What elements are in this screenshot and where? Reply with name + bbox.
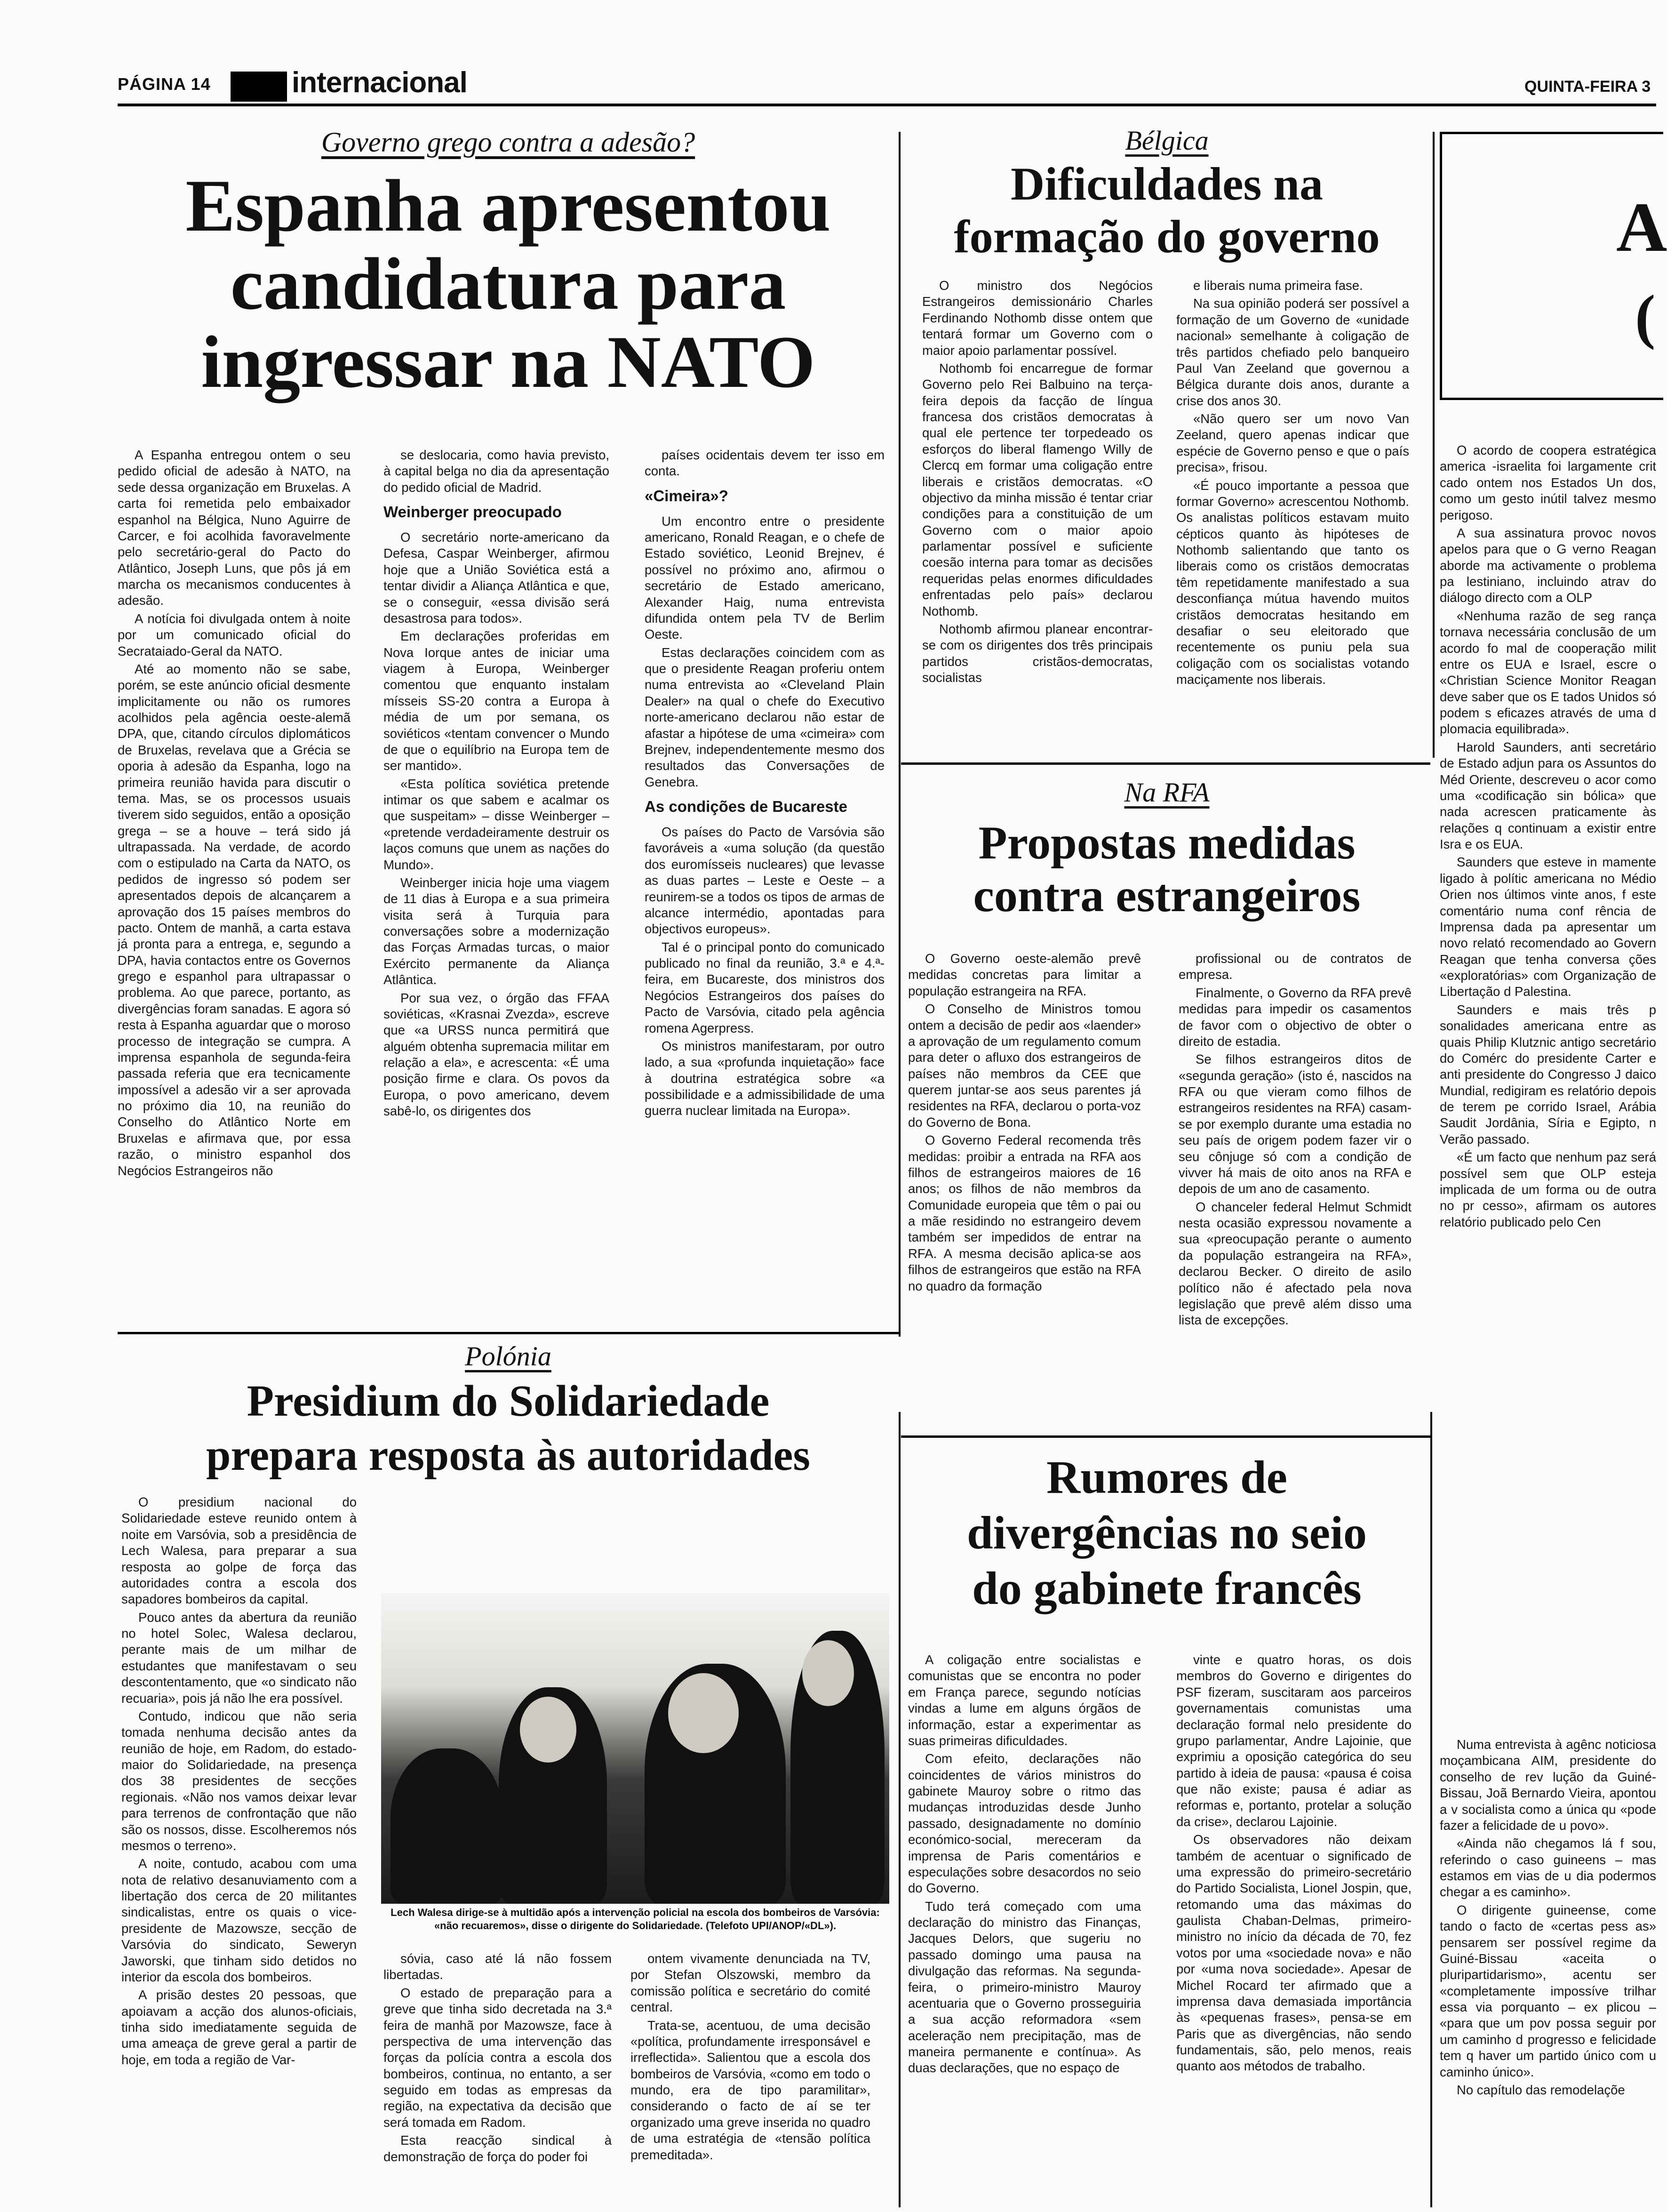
- france-column-1: [908, 1652, 1141, 2078]
- sidebar-heading-glyph: A: [1616, 188, 1667, 266]
- paragraph: profissional ou de contratos de empresa.: [1179, 951, 1412, 982]
- subheading: «Cimeira»?: [645, 487, 728, 505]
- belgium-headline-line: Dificuldades na: [1010, 158, 1323, 210]
- poland-column-2: [383, 1951, 612, 2167]
- paragraph: Os observadores não deixam também de acentuar o significado de uma expressão do primeiro-secretário do Partido Socialista, Lionel Jospin, que, retomando uma das máximas do gaulista Chaban-Delmas, primeiro-ministro no início da década de 70, fez votos por uma «sociedade nova» e não por «uma nova sociedade». Apesar de Michel Rocard ter afirmado que a imprensa dava demasiada importância às «pequenas frases», pensa-se em Paris que as divergências, não sendo fundamentais, são, pelo menos, reais quanto aos métodos de trabalho.: [1176, 1832, 1412, 2074]
- paragraph: Na sua opinião poderá ser possível a formação de um Governo de «unidade nacional» semelhante à coligação de três partidos chefiado pelo banqueiro Paul Van Zeeland que governou a Bélgica durante dois anos, durante a crise dos anos 30.: [1176, 296, 1409, 408]
- france-headline-line: divergências no seio: [967, 1507, 1367, 1559]
- paragraph: Tudo terá começado com uma declaração do ministro das Finanças, Jacques Delors, que sugeriu no passado domingo uma pausa na divulgação das reformas. Na segunda-feira, o primeiro-ministro Mauroy acentuaria que o Governo prosseguiria a sua acção reformadora «sem aceleração nem precipitação, mas de maneira permanente e contínua». As duas declarações, que no espaço de: [908, 1899, 1141, 2076]
- paragraph: A notícia foi divulgada ontem à noite por um comunicado oficial do Secrataiado-Geral da NATO.: [118, 611, 351, 658]
- column-divider: [899, 1412, 901, 2207]
- paragraph: Pouco antes da abertura da reunião no hotel Solec, Walesa declarou, perante mais de um milhar de estudantes que manifestavam o seu descontentamento, que «o sindicato não recuaria», pois já não lhe era possível.: [121, 1610, 357, 1706]
- sidebar-column-2: [1440, 1737, 1656, 2100]
- belgium-kicker: Bélgica: [1125, 125, 1209, 156]
- rfa-kicker: Na RFA: [1124, 777, 1210, 808]
- page-number: PÁGINA 14: [118, 74, 211, 94]
- belgium-headline: [908, 158, 1426, 263]
- paragraph: Até ao momento não se sabe, porém, se este anúncio oficial desmente implicitamente ou não os rumores acolhidos pela agência oeste-alemã DPA, que, citando círculos diplomáticos de Bruxelas, revelava que a Grécia se oporia à adesão da Espanha, logo na primeira reunião havida para discutir o tema. Mas, se os processos usuais tiverem sido seguidos, então a oposição grega – se a houve – terá sido já ultrapassada. Na verdade, de acordo com o estipulado na Carta da NATO, os pedidos de ingresso só podem ser apresentados depois de alcançarem a aprovação dos 15 países membros do pacto. Ontem de manhã, a carta estava já pronta para a entrega, e, segundo a DPA, havia contactos entre os Governos grego e espanhol para ultrapassar o problema. Ao que parece, portanto, as divergências foram sanadas. E agora só resta à Espanha aguardar que o moroso processo de integração se cumpra. A imprensa espanhola de segunda-feira passada referia que era tecnicamente impossível a adesão vir a ser aprovada no próximo dia 10, na reunião do Conselho do Atlântico Norte em Bruxelas e afirmava que, por essa razão, o ministro espanhol dos Negócios Estrangeiros não: [118, 661, 351, 1178]
- paragraph: A coligação entre socialistas e comunistas que se encontra no poder em França parece, segundo notícias vindas a lume em alguns órgãos de informação, estar a experimentar as suas primeiras dificuldades.: [908, 1652, 1141, 1748]
- rfa-headline-line: contra estrangeiros: [973, 869, 1361, 922]
- paragraph: O Governo oeste-alemão prevê medidas concretas para limitar a população estrangeira na RFA.: [908, 951, 1141, 998]
- paragraph: Por sua vez, o órgão das FFAA soviéticas, «Krasnai Zvezda», escreve que «a URSS nunca permitirá que alguém obtenha supremacia militar em relação a ela», e acrescenta: «É uma posição firme e clara. Os povos da Europa, o povo americano, devem sabê-lo, os dirigentes dos: [383, 990, 609, 1119]
- paragraph: vinte e quatro horas, os dois membros do Governo e dirigentes do PSF fizeram, suscitaram aos parceiros governamentais comunistas uma declaração formal nelo presidente do grupo parlamentar, Andre Lajoinie, que exprimiu a oposição categórica do seu partido à ideia de pausa: «pausa é coisa que não existe; pausa é adiar as reformas e, portanto, protelar a solução da crise», declarou Lajoinie.: [1176, 1652, 1412, 1829]
- sidebar-heading-glyph: (: [1635, 283, 1656, 351]
- section-marker: [231, 72, 287, 102]
- section-rule: [901, 1435, 1430, 1438]
- paragraph: Tal é o principal ponto do comunicado publicado no final da reunião, 3.ª e 4.ª-feira, em Bucareste, dos ministros dos Negócios Estrangeiros dos países do Pacto de Varsóvia, citado pela agência romena Agerpress.: [645, 939, 885, 1035]
- sidebar-column: [1440, 442, 1656, 1232]
- paragraph: se deslocaria, como havia previsto, à capital belga no dia da apresentação do pedido oficial de Madrid.: [383, 448, 609, 495]
- paragraph: «Nenhuma razão de seg rança tornava necessária conclusão de um acordo fo mal de cooperação milit entre os EUA e Israel, escre o «Christian Science Monitor Reagan deve saber que os E tados Unidos só podem s eficazes através de uma d plomacia equilibrada».: [1440, 608, 1656, 737]
- paragraph: O acordo de coopera estratégica america -israelita foi largamente crit cado ontem nos Estados Un dos, como um gesto inútil talvez mesmo perigoso.: [1440, 443, 1656, 522]
- paragraph: A sua assinatura provoc novos apelos para que o G verno Reagan aborde ma activamente o problema pa lestiniano, incluindo atrav do diálogo directo com a OLP: [1440, 525, 1656, 605]
- section-rule: [901, 762, 1430, 765]
- spain-headline-line: candidatura para: [230, 242, 786, 325]
- belgium-column-2: [1176, 278, 1409, 689]
- paragraph: O secretário norte-americano da Defesa, Caspar Weinberger, afirmou hoje que a União Soviética está a tentar dividir a Aliança Atlântica e que, se o conseguir, «essa divisão será desastrosa para todos».: [383, 530, 609, 625]
- paragraph: «Ainda não chegamos lá f sou, referindo o caso guineens – mas estamos em vias de u dia podermos chegar a es caminho».: [1440, 1836, 1656, 1899]
- spain-headline-line: Espanha apresentou: [185, 165, 831, 247]
- paragraph: «É pouco importante a pessoa que formar Governo» acrescentou Nothomb. Os analistas políticos estavam muito cépticos quanto às hipóteses de Nothomb salientando que tanto os liberais como os cristãos democratas têm repetidamente manifestado a sua desconfiança mútua havendo muitos cristãos democratas hesitando em desafiar o seu eleitorado que recentemente os puniu pela sua coligação com os socialistas votando maciçamente nos liberais.: [1176, 478, 1409, 687]
- paragraph: O Conselho de Ministros tomou ontem a decisão de pedir aos «laender» a aprovação de um regulamento comum para deter o afluxo dos estrangeiros de países não membros da CEE que querem juntar-se aos seus parentes já residentes na RFA, declarou o porta-voz do Governo de Bona.: [908, 1002, 1141, 1130]
- paragraph: Esta reacção sindical à demonstração de força do poder foi: [383, 2133, 612, 2164]
- poland-column-1: [121, 1494, 357, 2070]
- poland-headline-line: prepara resposta às autoridades: [206, 1430, 810, 1480]
- paragraph: Weinberger inicia hoje uma viagem de 11 dias à Europa e a sua primeira visita será à Turquia para conversações sobre a modernização das Forças Armadas turcas, o maior Exército permanente da Aliança Atlântica.: [383, 875, 609, 987]
- paragraph: «Não quero ser um novo Van Zeeland, quero apenas indicar que espécie de Governo penso e que o país precisa», frisou.: [1176, 411, 1409, 475]
- column-divider: [899, 132, 901, 1337]
- paragraph: Harold Saunders, anti secretário de Estado adjun para os Assuntos do Méd Oriente, descreveu o acor como uma «codificação sin bólica» que nada acrescen praticamente às relações q continuam a existir entre Isra e os EUA.: [1440, 739, 1656, 851]
- paragraph: Saunders e mais três p sonalidades americana entre as quais Philip Klutznic antigo secretário do Comérc do presidente Carter e anti presidente do Congresso J daico Mundial, redigiram es relatório depois de terem pe corrido Israel, Arábia Saudit Jordânia, Síria e Egipto, n Verão passado.: [1440, 1002, 1656, 1146]
- paragraph: Com efeito, declarações não coincidentes de vários ministros do gabinete Mauroy sobre o ritmo das mudanças introduzidas desde Junho passado, designadamente no domínio económico-social, mereceram da imprensa de Paris comentários e especulações sobre desacordos no seio do Governo.: [908, 1751, 1141, 1896]
- day-label: QUINTA-FEIRA 3: [1524, 78, 1651, 96]
- sidebar-title-box: [1440, 132, 1667, 400]
- section-title: internacional: [292, 66, 467, 99]
- paragraph: Os países do Pacto de Varsóvia são favoráveis a «uma solução (da questão dos euromísseis nucleares) que levasse as duas partes – Leste e Oeste – a reunirem-se a todos os tipos de armas de alcance intermédio, apontadas para objectivos europeus».: [645, 825, 885, 937]
- paragraph: O estado de preparação para a greve que tinha sido decretada na 3.ª feira de manhã por Mazowsze, face à perspectiva de uma intervenção das forças da polícia contra a escola dos bombeiros, continua, no entanto, a ser seguido em todas as empresas da região, na expectativa da decisão que será tomada em Radom.: [383, 1985, 612, 2130]
- poland-headline: [118, 1374, 899, 1482]
- paragraph: O dirigente guineense, come tando o facto de «certas pess as» pensarem ser possível regime da Guiné-Bissau «aceita o pluripartidarismo», acentu ser «completamente impossíve trilhar essa via porquanto – ex plicou – «para que um pov possa seguir por um caminho d progresso e felicidade tem q haver um partido único com u caminho único».: [1440, 1902, 1656, 2079]
- paragraph: sóvia, caso até lá não fossem libertadas.: [383, 1951, 612, 1982]
- rfa-column-1: [908, 951, 1141, 1296]
- paragraph: Saunders que esteve in mamente ligado à polític americana no Médio Orien nos últimos vinte anos, f este comentário numa conf rência de Imprensa dada pa apresentar um novo relató recomendado ao Govern Reagan que tenha conversa ções «exploratórias» com Organização de Libertação d Palestina.: [1440, 855, 1656, 999]
- paragraph: O ministro dos Negócios Estrangeiros demissionário Charles Ferdinando Nothomb disse ontem que tentará formar um Governo com o maior apoio parlamentar possível.: [922, 278, 1153, 358]
- paragraph: Numa entrevista à agênc noticiosa moçambicana AIM, presidente do conselho de rev lução da Guiné-Bissau, Joã Bernardo Vieira, apontou a v socialista como a única qu «pode fazer a felicidade de u povo».: [1440, 1737, 1656, 1833]
- belgium-headline-line: formação do governo: [954, 210, 1380, 263]
- spain-column-3: [645, 447, 885, 1121]
- paragraph: Em declarações proferidas em Nova Iorque antes de iniciar uma viagem à Europa, Weinberger comentou que enquanto instalam mísseis SS-20 contra a Europa à média de um por semana, os soviéticos «tentam convencer o Mundo de que o equilíbrio na Europa tem de ser mantido».: [383, 629, 609, 773]
- spain-headline: [118, 167, 899, 401]
- spain-kicker: Governo grego contra a adesão?: [321, 127, 695, 158]
- paragraph: «É um facto que nenhum paz será possível sem que OLP esteja implicada de um forma ou de outra no pr cesso», afirmam os autores relatório publicado pelo Cen: [1440, 1150, 1656, 1229]
- paragraph: Estas declarações coincidem com as que o presidente Reagan proferiu ontem numa entrevista ao «Cleveland Plain Dealer» na qual o chefe do Executivo norte-americano declarou não estar de afastar a hipótese de uma «cimeira» com Brejnev, independentemente mesmo dos resultados das Conversações de Genebra.: [645, 645, 885, 789]
- belgium-column-1: [922, 278, 1153, 688]
- paragraph: Contudo, indicou que não seria tomada nenhuma decisão antes da reunião de hoje, em Radom, do estado-maior do Solidariedade, na presença dos 38 presidentes de secções regionais. «Não nos vamos deixar levar para terrenos de confrontação que não são os nossos, disse. Escolheremos nós mesmos o terreno».: [121, 1708, 357, 1853]
- paragraph: A Espanha entregou ontem o seu pedido oficial de adesão à NATO, na sede dessa organização em Bruxelas. A carta foi remetida pelo embaixador espanhol na Bélgica, Nuno Aguirre de Carcer, e foi acolhida favoravelmente pelo secretário-geral do Pacto do Atlântico, Joseph Luns, que pôs já em marcha os mecanismos conducentes à adesão.: [118, 448, 351, 608]
- walesa-photo: [381, 1593, 889, 1904]
- paragraph: «Esta política soviética pretende intimar os que sabem e acalmar os que suspeitam» – disse Weinberger – «pretende verdadeiramente destruir os laços comuns que unem as nações do Mundo».: [383, 776, 609, 872]
- paragraph: Nothomb foi encarregue de formar Governo pelo Rei Balbuino na terça-feira depois da facção de língua francesa dos cristãos democratas à qual ele pertence ter torpedeado os esforços do liberal flamengo Willy de Clercq em formar uma coligação entre liberais e cristãos democratas. «O objectivo da minha missão é tentar criar condições para a constituição de um Governo com o maior apoio parlamentar possível e suficiente coesão interna para tomar as decisões requeridas pelas enormes dificuldades enfrentadas pelo país» declarou Nothomb.: [922, 361, 1153, 618]
- spain-headline-line: ingressar na NATO: [201, 321, 815, 403]
- paragraph: O presidium nacional do Solidariedade esteve reunido ontem à noite em Varsóvia, sob a presidência de Lech Walesa, para preparar a sua resposta ao golpe de força das autoridades contra a escola dos sapadores bombeiros da capital.: [121, 1495, 357, 1607]
- paragraph: ontem vivamente denunciada na TV, por Stefan Olszowski, membro da comissão política e secretário do comité central.: [630, 1951, 870, 2015]
- photo-caption: Lech Walesa dirige-se à multidão após a intervenção policial na escola dos bombeiros de Varsóvia: «não recuaremos», disse o dirigente do Solidariedade. (Telefoto UPI/ANOP/«DL»).: [391, 1907, 880, 1931]
- paragraph: Os ministros manifestaram, por outro lado, a sua «profunda inquietação» face à doutrina estratégica sobre «a possibilidade e a admissibilidade de uma guerra nuclear limitada na Europa».: [645, 1038, 885, 1118]
- paragraph: No capítulo das remodelaçõe: [1457, 2082, 1625, 2097]
- paragraph: O Governo Federal recomenda três medidas: proibir a entrada na RFA aos filhos de estrangeiros maiores de 16 anos; os filhos de não membros da Comunidade europeia que têm o pai ou a mãe residindo no estrangeiro devem também ser impedidos de entrar na RFA. A mesma decisão aplica-se aos filhos de estrangeiros que estão na RFA no quadro da formação: [908, 1133, 1141, 1293]
- subheading: Weinberger preocupado: [383, 503, 562, 521]
- subheading: As condições de Bucareste: [645, 798, 847, 816]
- paragraph: A prisão destes 20 pessoas, que apoiavam a acção dos alunos-oficiais, tinha sido imediatamente seguida de uma ameaça de greve geral a partir de hoje, em toda a região de Var-: [121, 1988, 357, 2067]
- france-headline-line: do gabinete francês: [972, 1562, 1362, 1614]
- header-rule: [118, 104, 1656, 106]
- spain-column-2: [383, 447, 609, 1122]
- paragraph: países ocidentais devem ter isso em conta.: [645, 448, 885, 479]
- paragraph: Trata-se, acentuou, de uma decisão «política, profundamente irresponsável e irreflectida». Salientou que a escola dos bombeiros de Varsóvia, «como em todo o mundo, era de tipo paramilitar», considerando o facto de aí se ter organizado uma greve inserida no quadro de uma estratégia de «tensão política premeditada».: [630, 2018, 870, 2162]
- rfa-column-2: [1179, 951, 1412, 1330]
- rfa-headline-line: Propostas medidas: [978, 817, 1356, 869]
- paragraph: Se filhos estrangeiros ditos de «segunda geração» (isto é, nascidos na RFA ou que vieram como filhos de estrangeiros residentes na RFA) casam-se por exemplo durante uma estadia no seu país de origem podem fazer vir o seu cônjuge só com a condição de vivver há mais de oito anos na RFA e depois de um ano de casamento.: [1179, 1052, 1412, 1196]
- rfa-headline: [908, 817, 1426, 922]
- poland-headline-line: Presidium do Solidariedade: [247, 1377, 770, 1426]
- paragraph: O chanceler federal Helmut Schmidt nesta ocasião expressou novamente a sua «preocupação perante o aumento da população estrangeira na RFA», declarou Becker. O direito de asilo político não é afectado pela nova legislação que prevê além disso uma lista de excepções.: [1179, 1199, 1412, 1328]
- paragraph: e liberais numa primeira fase.: [1193, 278, 1363, 293]
- paragraph: Um encontro entre o presidente americano, Ronald Reagan, e o chefe de Estado soviético, Leonid Brejnev, é possível no próximo ano, afirmou o secretário de Estado americano, Alexander Haig, numa entrevista difundida ontem pela TV de Berlim Oeste.: [645, 513, 885, 642]
- paragraph: A noite, contudo, acabou com uma nota de relativo desanuviamento com a libertação dos cerca de 20 militantes sindicalistas, entre os quais o vice-presidente de Mazowsze, secção de Varsóvia do sindicato, Seweryn Jaworski, que tinham sido detidos no interior da escola dos bombeiros.: [121, 1856, 357, 1984]
- column-divider: [1433, 132, 1435, 758]
- france-headline-line: Rumores de: [1046, 1451, 1287, 1503]
- france-column-2: [1176, 1652, 1412, 2076]
- paragraph: Finalmente, o Governo da RFA prevê medidas para impedir os casamentos de favor com o objectivo de obter o direito de estadia.: [1179, 985, 1412, 1049]
- poland-kicker: Polónia: [465, 1341, 551, 1371]
- poland-column-3: [630, 1951, 870, 2165]
- paragraph: Nothomb afirmou planear encontrar-se com os dirigentes dos três principais partidos cristãos-democratas, socialistas: [922, 621, 1153, 685]
- spain-column-1: [118, 447, 351, 1181]
- section-rule: [118, 1332, 899, 1334]
- column-divider: [1430, 1412, 1432, 2207]
- france-headline: [908, 1450, 1426, 1616]
